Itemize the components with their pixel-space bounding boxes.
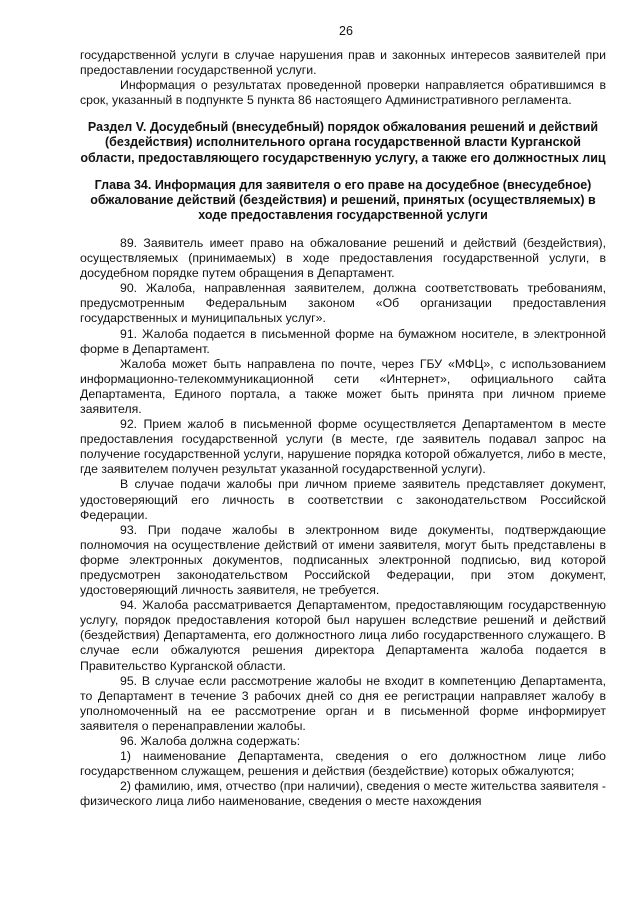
paragraph-96: 96. Жалоба должна содержать: xyxy=(120,734,301,749)
paragraph-96-item-2: 2) фамилию, имя, отчество (при наличии), сведения о месте жительства заявителя - физического лица либо наименование, сведения о месте нахождения xyxy=(80,779,606,809)
paragraph-inspection-result: Информация о результатах проведенной проверки направляется обратившимся в срок, указанный в подпункте 5 пункта 86 настоящего Административного регламента. xyxy=(80,78,606,108)
paragraph-95: 95. В случае если рассмотрение жалобы не входит в компетенцию Департамента, то Департамент в течение 3 рабочих дней со дня ее регистрации направляет жалобу в уполномоченный на ее рассмотрение орган и в письменной форме информирует заявителя о перенаправлении жалобы. xyxy=(80,673,606,733)
paragraph-92: 92. Прием жалоб в письменной форме осуществляется Департаментом в месте предоставления государственной услуги (в месте, где заявитель подавал запрос на получение государственной услуги, нарушение порядка которой обжалуется, либо в месте, где заявителем получен результат указанной государственной услуги). xyxy=(80,417,606,477)
paragraph-94: 94. Жалоба рассматривается Департаментом, предоставляющим государственную услугу, порядок предоставления которой был нарушен вследствие решений и действий (бездействия) Департамента, его должностного лица либо государственного служащего. В случае если обжалуются решения директора Департамента жалоба подается в Правительство Курганской области. xyxy=(80,598,606,673)
paragraph-90: 90. Жалоба, направленная заявителем, должна соответствовать требованиям, предусмотренным Федеральным законом «Об организации предоставления государственных и муниципальных услуг». xyxy=(80,281,606,326)
paragraph-96-item-1: 1) наименование Департамента, сведения о его должностном лице либо государственном служащем, решения и действия (бездействие) которых обжалуются; xyxy=(80,749,606,779)
paragraph-89: 89. Заявитель имеет право на обжалование решений и действий (бездействия), осуществляемых (принимаемых) в ходе предоставления государственной услуги, в досудебном порядке путем обращения в Департамент. xyxy=(80,235,606,281)
paragraph-91-delivery: Жалоба может быть направлена по почте, через ГБУ «МФЦ», с использованием информационно-телекоммуникационной сети «Интернет», официального сайта Департамента, Единого портала, а также может быть принята при личном приеме заявителя. xyxy=(80,356,606,416)
section-heading: Раздел V. Досудебный (внесудебный) порядок обжалования решений и действий (бездействия) исполнительного органа государственной власти Курганской области, предоставляющего государственную услугу, а также его должностных лиц xyxy=(80,120,606,165)
paragraph-92-personal: В случае подачи жалобы при личном приеме заявитель представляет документ, удостоверяющий его личность в соответствии с законодательством Российской Федерации. xyxy=(80,477,606,522)
paragraph-93: 93. При подаче жалобы в электронном виде документы, подтверждающие полномочия на осуществление действий от имени заявителя, могут быть представлены в форме электронных документов, подписанных электронной подписью, вид которой предусмотрен законодательством Российской Федерации, при этом документ, удостоверяющий личность заявителя, не требуется. xyxy=(80,522,606,598)
paragraph-91: 91. Жалоба подается в письменной форме на бумажном носителе, в электронной форме в Департамент. xyxy=(80,326,606,356)
page-number: 26 xyxy=(339,24,353,38)
chapter-heading: Глава 34. Информация для заявителя о его праве на досудебное (внесудебное) обжалование действий (бездействия) и решений, принятых (осуществляемых) в ходе предоставления государственной услуги xyxy=(90,177,596,222)
paragraph-continued: государственной услуги в случае нарушения прав и законных интересов заявителей при предоставлении государственной услуги. xyxy=(80,48,606,78)
